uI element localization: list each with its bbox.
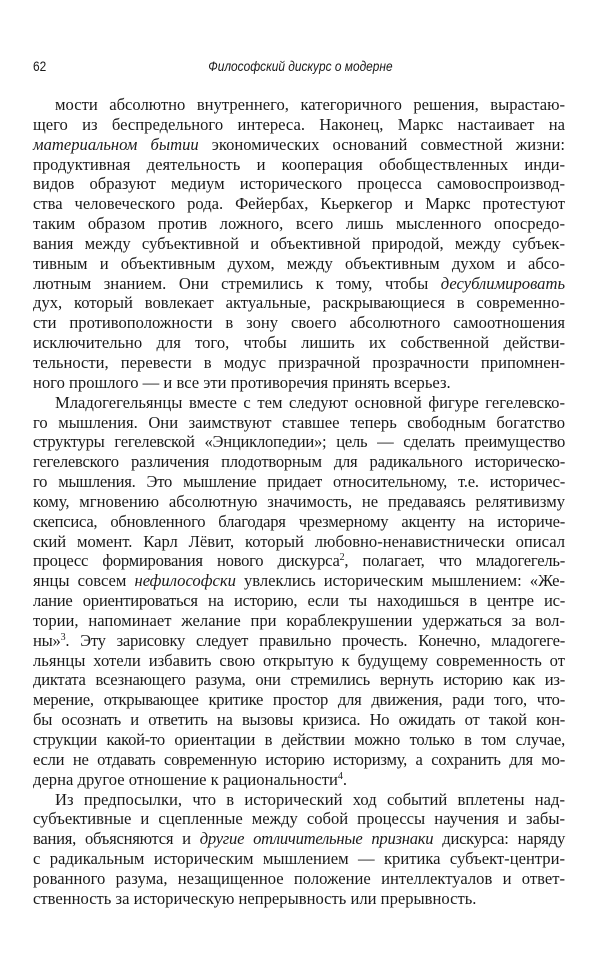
paragraph [33,790,565,909]
text-line [33,254,565,274]
text-span: видов образуют медиум исторического процесса самовоспроизвод- [33,174,565,194]
text-span: ский момент. Карл Лёвит, который любовно-ненавистнически описал [33,531,565,551]
italic-text: материальном бытии [33,134,199,154]
text-span: бы осознать и ответить на вызовы кризиса. Но ожидать от такой кон- [33,710,565,730]
text-span: янцы совсем [33,571,135,591]
text-span: лютным знанием. Они стремились к тому, чтобы [33,273,441,293]
page-number: 62 [33,58,47,74]
text-span: рованного разума, незащищенное положение интеллектуалов и ответ- [33,868,565,888]
text-line [33,432,565,452]
text-span: сти противоположности в зону своего абсолютного самоотношения [33,313,565,333]
text-line [33,313,565,333]
text-line [33,155,565,175]
text-line [33,353,565,373]
italic-text: другие отличительные признаки [199,829,434,849]
text-span: тивным и объективным духом, между объективным духом и абсо- [33,253,565,273]
text-span: процесс формирования нового дискурса [33,551,340,571]
text-span: исключительно для того, чтобы лишить их собственной действи- [33,333,565,353]
text-line [33,174,565,194]
text-span: если не отдавать современную историю историзму, а сохранить для мо- [33,749,565,769]
text-span: Из предпосылки, что в исторический ход событий вплетены над- [55,789,565,809]
text-span: Младогегельянцы вместе с тем следуют основной фигуре гегелевско- [55,392,565,412]
text-line [33,234,565,254]
text-span: ного прошлого — и все эти противоречия принять всерьез. [33,372,451,392]
text-span: льянцы хотели избавить свою открытую к будущему современность от [33,650,565,670]
text-line [33,393,565,413]
text-line [33,651,565,671]
footnote-ref: 3 [60,631,66,643]
text-span: вания между субъективной и объективной природой, между субъек- [33,233,565,253]
text-line [33,413,565,433]
text-span: . [342,769,348,789]
running-title [0,58,600,74]
text-span: тории, напоминает желание при кораблекрушении удержаться за вол- [33,610,565,630]
text-line [33,135,565,155]
text-span: струкции какой-то ориентации в действии можно только в том случае, [33,730,565,749]
text-line [33,631,565,651]
text-span: дух, который вовлекает актуальные, раскрывающиеся в современно- [33,293,565,313]
text-line [33,670,565,690]
text-span: с радикальным историческим мышлением — критика субъект-центри- [33,849,565,869]
text-line [33,115,565,135]
paragraph [33,393,565,790]
text-span: увлеклись историческим мышлением: «Же- [235,571,565,591]
text-line [33,551,565,571]
text-span: ны» [33,630,61,650]
text-span: кому, мгновению абсолютную значимость, не предаваясь релятивизму [33,491,565,511]
text-span: . Эту зарисовку следует правильно прочесть. Конечно, младогеге- [65,630,565,650]
text-span: го мышления. Это мышление придает относительному, т.е. историчес- [33,472,565,492]
text-line [33,532,565,552]
text-span: ства человеческого рода. Фейербах, Кьеркегор и Маркс протестуют [33,194,565,214]
text-line [33,829,565,849]
text-line [33,710,565,730]
body-text [33,95,565,909]
text-span: мерение, открывающее критике простор для движения, ради того, что- [33,690,565,710]
text-span: продуктивная деятельность и кооперация обобществленных инди- [33,154,565,174]
text-span: вания, объясняются и [33,829,200,849]
text-span: диктата всезнающего разума, они стремились вернуть историю как из- [33,670,565,690]
footnote-ref: 2 [339,552,345,564]
text-line [33,790,565,810]
text-line [33,472,565,492]
text-line [33,95,565,115]
text-line [33,809,565,829]
text-line [33,611,565,631]
footnote-ref: 4 [337,770,343,782]
text-line [33,194,565,214]
text-line [33,373,565,393]
text-line [33,293,565,313]
text-span: тельности, перевести в модус призрачной прозрачности припомнен- [33,352,565,372]
running-title-text: Философский дискурс о модерне [207,58,393,74]
text-line [33,770,565,790]
text-line [33,750,565,770]
text-span: структуры гегелевской «Энциклопедии»; цель — сделать преимущество [33,432,565,452]
text-line [33,214,565,234]
italic-text: нефилософски [134,571,236,591]
text-line [33,690,565,710]
text-line [33,591,565,611]
text-span: экономических оснований совместной жизни: [198,134,565,154]
text-span: ственность за историческую непрерывность или прерывность. [33,888,477,908]
italic-text: десублимировать [440,273,565,293]
text-span: таким образом против ложного, всего лишь мысленного опосредо- [33,214,565,234]
text-span: гегелевского различения плодотворным для радикального историческо- [33,452,565,472]
text-span: субъективные и сцепленные между собой процессы научения и забы- [33,809,565,829]
text-line [33,452,565,472]
text-span: скепсиса, обновленного благодаря чрезмерному акценту на историче- [33,511,565,531]
text-line [33,849,565,869]
text-line [33,730,565,750]
text-span: лание ориентироваться на историю, если ты находишься в центре ис- [33,591,565,611]
text-span: щего из беспредельного интереса. Наконец, Маркс настаивает на [33,114,565,134]
paragraph [33,95,565,393]
text-span: , полагает, что младогегель- [344,551,565,571]
text-line [33,571,565,591]
text-line [33,333,565,353]
text-line [33,492,565,512]
text-line [33,889,565,909]
text-line [33,512,565,532]
text-span: го мышления. Они заимствуют ставшее теперь свободным богатство [33,412,565,432]
text-span: дискурса: наряду [433,829,565,849]
text-line [33,869,565,889]
text-span: дерна другое отношение к рациональности [33,769,338,789]
text-line [33,274,565,294]
text-span: мости абсолютно внутреннего, категоричного решения, вырастаю- [55,95,565,114]
